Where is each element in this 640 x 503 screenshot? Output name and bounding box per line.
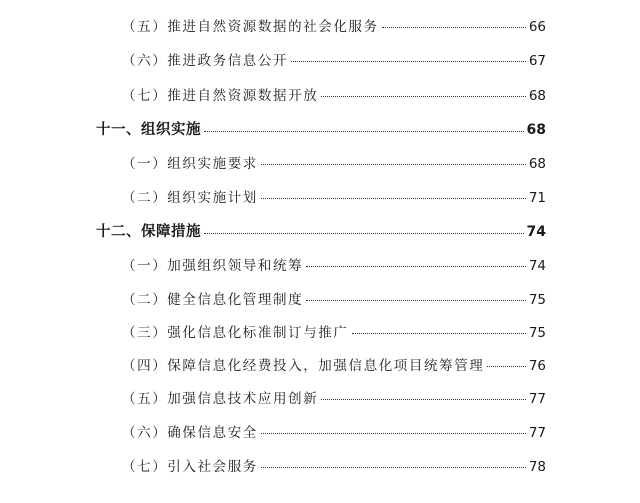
toc-page-number: 74 (526, 224, 546, 240)
toc-entry[interactable] (122, 421, 546, 441)
toc-page-number: 66 (528, 19, 546, 35)
toc-page-number: 68 (528, 88, 546, 104)
dot-leader (487, 365, 525, 367)
toc-chapter-entry[interactable] (96, 118, 546, 139)
toc-chapter-entry[interactable] (96, 220, 546, 241)
dot-leader (204, 232, 524, 234)
toc-entry[interactable] (122, 455, 546, 475)
toc-entry[interactable] (122, 321, 546, 341)
toc-entry[interactable] (122, 84, 546, 104)
toc-page-number: 71 (528, 190, 546, 206)
toc-entry-title: （五）加强信息技术应用创新 (122, 391, 319, 407)
toc-entry-title: （二）健全信息化管理制度 (122, 292, 304, 308)
toc-page-number: 78 (528, 459, 546, 475)
toc-entry-title: （四）保障信息化经费投入，加强信息化项目统筹管理 (122, 358, 485, 374)
toc-entry-title: （六）确保信息安全 (122, 425, 258, 441)
toc-page-number: 67 (528, 53, 546, 69)
toc-entry-title: （五）推进自然资源数据的社会化服务 (122, 19, 379, 35)
dot-leader (261, 197, 526, 199)
toc-entry-title: （七）推进自然资源数据开放 (122, 88, 319, 104)
dot-leader (382, 26, 526, 28)
toc-chapter-title: 十二、保障措施 (96, 224, 201, 240)
dot-leader (261, 163, 526, 165)
toc-page-number: 76 (528, 358, 546, 374)
toc-page-number: 77 (528, 425, 546, 441)
dot-leader (306, 265, 526, 267)
toc-entry[interactable] (122, 254, 546, 274)
toc-page-number: 77 (528, 391, 546, 407)
dot-leader (321, 95, 526, 97)
dot-leader (352, 332, 526, 334)
toc-entry[interactable] (122, 49, 546, 69)
toc-entry-title: （七）引入社会服务 (122, 459, 258, 475)
toc-page-number: 75 (528, 292, 546, 308)
toc-page-number: 68 (526, 122, 546, 138)
dot-leader (306, 299, 526, 301)
dot-leader (204, 130, 524, 132)
toc-entry-title: （二）组织实施计划 (122, 190, 258, 206)
toc-entry[interactable] (122, 15, 546, 35)
toc-page-number: 68 (528, 156, 546, 172)
dot-leader (261, 432, 526, 434)
toc-entry-title: （三）强化信息化标准制订与推广 (122, 325, 349, 341)
dot-leader (261, 466, 526, 468)
toc-entry-title: （六）推进政务信息公开 (122, 53, 289, 69)
dot-leader (291, 60, 526, 62)
toc-entry[interactable] (122, 387, 546, 407)
toc-entry[interactable] (122, 354, 546, 374)
toc-entry[interactable] (122, 288, 546, 308)
toc-page-number: 75 (528, 325, 546, 341)
toc-entry-title: （一）组织实施要求 (122, 156, 258, 172)
toc-entry-title: （一）加强组织领导和统筹 (122, 258, 304, 274)
toc-chapter-title: 十一、组织实施 (96, 122, 201, 138)
toc-page-number: 74 (528, 258, 546, 274)
toc-entry[interactable] (122, 152, 546, 172)
toc-entry[interactable] (122, 186, 546, 206)
dot-leader (321, 398, 526, 400)
